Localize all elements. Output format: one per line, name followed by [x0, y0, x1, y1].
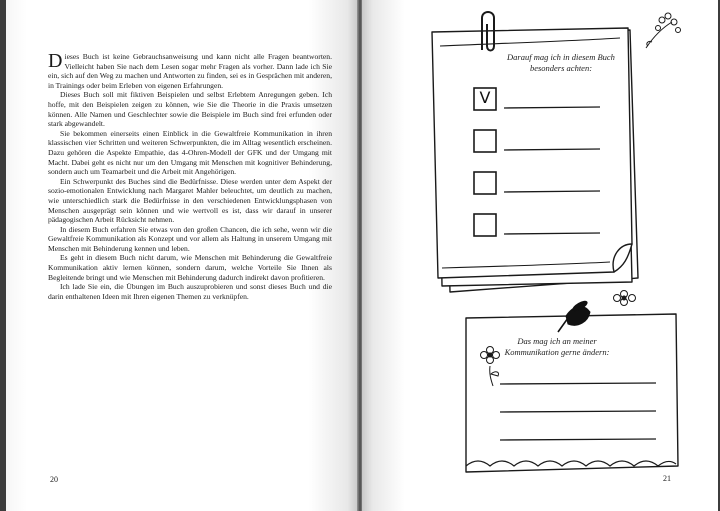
flower-doodle-icon: [646, 13, 681, 48]
page-number-right: 21: [663, 474, 671, 483]
checkmark-v: V: [479, 88, 491, 107]
checkbox-2[interactable]: [474, 130, 496, 152]
drop-cap: D: [48, 50, 63, 72]
paragraph-1: Dieses Buch ist keine Gebrauchsanweisung und kann nicht alle Fragen beantworten. Vielleicht haben Sie nach dem Lesen sogar mehr Fragen als vorher. Dann lade ich Sie ein, sich auf den Weg zu machen und Antworten zu finden, sei es in Gesprächen mit anderen, in Trainings oder beim Erleben von eigenen Erfahrungen.: [48, 50, 332, 90]
paragraph-7: Ich lade Sie ein, die Übungen im Buch auszuprobieren und sonst dieses Buch und die darin enthaltenen Ideen mit Ihren eigenen Themen zu verknüpfen.: [48, 282, 332, 301]
right-page: [362, 0, 718, 511]
checkbox-3[interactable]: [474, 172, 496, 194]
worksheet-illustration: [362, 0, 718, 511]
page-number-left: 20: [50, 475, 58, 484]
checklist-title: Darauf mag ich in diesem Buch besonders achten:: [507, 52, 615, 73]
paragraph-2: Dieses Buch soll mit fiktiven Beispielen und selbst Erlebtem Anregungen geben. Ich hoffe, mit den Beispielen zeigen zu können, wie Sie die Theorie in die Praxis umsetzen können. Alle Namen und Geschlechter sowie die Beispiele im Buch sind frei erfunden oder stark abgewandelt.: [48, 90, 332, 129]
paragraph-5: In diesem Buch erfahren Sie etwas von den großen Chancen, die ich sehe, wenn wir die Gewaltfreie Kommunikation als Konzept und vor allem als Haltung in unserem Umgang mit Menschen mit Behinderung kennen und leben.: [48, 224, 332, 253]
left-page: [6, 0, 358, 511]
paragraph-6: Es geht in diesem Buch nicht darum, wie Menschen mit Behinderung die Gewaltfreie Kommunikation aktiv lernen können, sondern darum, welche Vorteile Sie Ihnen als Begleitende bringt und wie Menschen mit Behinderung dadurch indirekt davon profitieren.: [48, 253, 332, 282]
body-text: [48, 52, 332, 301]
checkbox-4[interactable]: [474, 214, 496, 236]
paragraph-4: Ein Schwerpunkt des Buches sind die Bedürfnisse. Diese werden unter dem Aspekt der sozio-emotionalen Entwicklung nach Margaret Mahler beleuchtet, um deutlich zu machen, wie unterschiedlich stark die Bedürfnisse in den verschiedenen Entwicklungsphasen von Menschen ausgeprägt sein können und wie wertvoll es ist, dass wir darauf in unserer pädagogischen Arbeit Rücksicht nehmen.: [48, 176, 332, 225]
note-title: Das mag ich an meiner Kommunikation gerne ändern:: [504, 336, 610, 357]
small-flower-icon: [614, 291, 636, 306]
paragraph-3: Sie bekommen einerseits einen Einblick in die Gewaltfreie Kommunikation in ihren klassischen vier Schritten und weiteren Schwerpunkten, die im Alltag wesentlich erscheinen. Dazu gehören die Aspekte Empathie, das 4-Ohren-Modell der GFK und der Umgang mit Macht. Dabei geht es nicht nur um den Umgang mit Menschen mit kognitiver Behinderung, sondern auch um Teamarbeit und die Arbeit mit Angehörigen.: [48, 128, 332, 177]
